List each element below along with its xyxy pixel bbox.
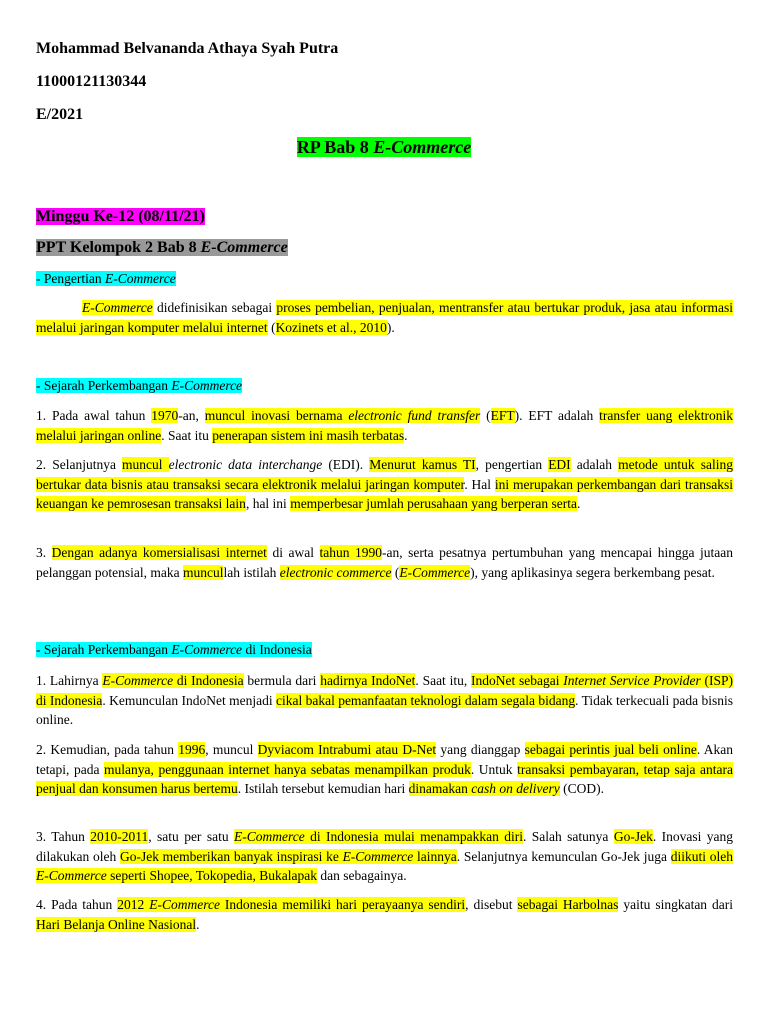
- paragraph-history-3: 3. Dengan adanya komersialisasi internet di awal tahun 1990-an, serta pesatnya pertumbuhan yang mencapai hingga jutaan pelanggan potensial, maka muncullah istilah electronic commerce (E-Commerce), yang aplikasinya segera berkembang pesat.: [36, 545, 733, 580]
- paragraph-history-1: 1. Pada awal tahun 1970-an, muncul inovasi bernama electronic fund transfer (EFT). EFT adalah transfer uang elektronik melalui jaringan online. Saat itu penerapan sistem ini masih terbatas.: [36, 408, 733, 443]
- paragraph-indonesia-2: 2. Kemudian, pada tahun 1996, muncul Dyviacom Intrabumi atau D-Net yang dianggap sebagai perintis jual beli online. Akan tetapi, pada mulanya, penggunaan internet hanya sebatas menampilkan produk. Untuk transaksi pembayaran, tetap saja antara penjual dan konsumen harus bertemu. Istilah tersebut kemudian hari dinamakan cash on delivery (COD).: [36, 742, 734, 796]
- paragraph-history-2: 2. Selanjutnya muncul electronic data interchange (EDI). Menurut kamus TI, pengertian EDI adalah metode untuk saling bertukar data bisnis atau transaksi secara elektronik melalui jaringan komputer. Hal ini merupakan perkembangan dari transaksi keuangan ke pemrosesan transaksi lain, hal ini memperbesar jumlah perusahaan yang berperan serta.: [36, 457, 733, 511]
- page-title: RP Bab 8 E-Commerce: [296, 137, 472, 157]
- student-id: 11000121130344: [36, 73, 147, 90]
- ppt-heading: PPT Kelompok 2 Bab 8 E-Commerce: [36, 239, 288, 256]
- section-pengertian: - Pengertian E-Commerce: [36, 271, 176, 286]
- paragraph-indonesia-1: 1. Lahirnya E-Commerce di Indonesia bermula dari hadirnya IndoNet. Saat itu, IndoNet sebagai Internet Service Provider (ISP) di Indonesia. Kemunculan IndoNet menjadi cikal bakal pemanfaatan teknologi dalam segala bidang. Tidak terkecuali pada bisnis online.: [36, 673, 733, 727]
- class-year: E/2021: [36, 106, 84, 123]
- author-name: Mohammad Belvananda Athaya Syah Putra: [36, 40, 339, 57]
- paragraph-definition: E-Commerce didefinisikan sebagai proses pembelian, penjualan, mentransfer atau bertukar produk, jasa atau informasi melalui jaringan komputer melalui internet (Kozinets et al., 2010).: [36, 300, 734, 335]
- paragraph-indonesia-3: 3. Tahun 2010-2011, satu per satu E-Commerce di Indonesia mulai menampakkan diri. Salah satunya Go-Jek. Inovasi yang dilakukan oleh Go-Jek memberikan banyak inspirasi ke E-Commerce lainnya. Selanjutnya kemunculan Go-Jek juga diikuti oleh E-Commerce seperti Shopee, Tokopedia, Bukalapak dan sebagainya.: [36, 829, 734, 883]
- section-indonesia: - Sejarah Perkembangan E-Commerce di Indonesia: [36, 642, 312, 657]
- section-sejarah: - Sejarah Perkembangan E-Commerce: [36, 378, 243, 393]
- week-heading: Minggu Ke-12 (08/11/21): [36, 208, 205, 225]
- paragraph-indonesia-4: 4. Pada tahun 2012 E-Commerce Indonesia memiliki hari perayaanya sendiri, disebut sebagai Harbolnas yaitu singkatan dari Hari Belanja Online Nasional.: [36, 897, 734, 932]
